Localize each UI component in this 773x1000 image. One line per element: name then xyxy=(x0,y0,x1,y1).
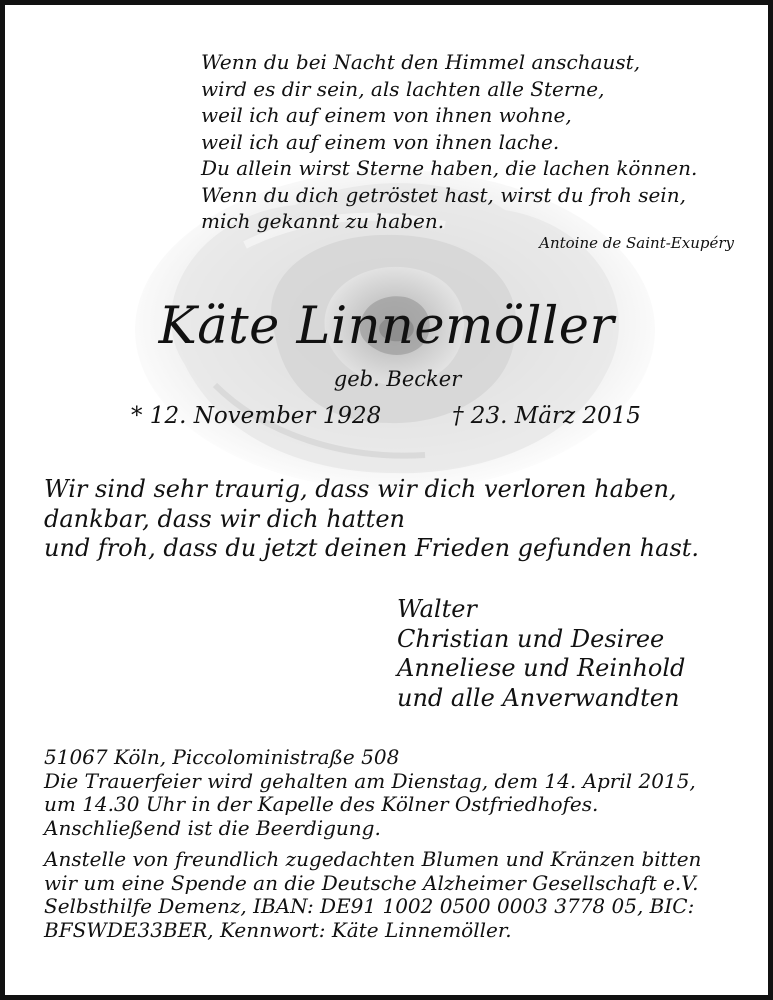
quote-line: Wir sind sehr traurig, dass wir dich verloren haben, xyxy=(44,475,677,503)
donation-line: wir um eine Spende an die Deutsche Alzheimer Gesellschaft e.V. xyxy=(44,870,699,895)
poem-line: wird es dir sein, als lachten alle Sterne, xyxy=(201,76,605,101)
maiden-name: geb. Becker xyxy=(333,367,462,391)
poem xyxy=(201,49,697,235)
ceremony-line: um 14.30 Uhr in der Kapelle des Kölner Ostfriedhofes. xyxy=(44,792,599,816)
quote-line: und froh, dass du jetzt deinen Frieden gefunden hast. xyxy=(44,534,700,562)
death-date: † 23. März 2015 xyxy=(452,403,641,429)
mourning-quote xyxy=(44,475,699,564)
ceremony-line: Anschließend ist die Beerdigung. xyxy=(44,815,381,840)
poem-line: mich gekannt zu haben. xyxy=(201,209,445,233)
mourner: Anneliese und Reinhold xyxy=(397,654,686,682)
ceremony-line: Die Trauerfeier wird gehalten am Dienstag, dem 14. April 2015, xyxy=(44,768,696,793)
poem-line: Du allein wirst Sterne haben, die lachen können. xyxy=(201,156,698,180)
quote-line: dankbar, dass wir dich hatten xyxy=(44,504,405,533)
donation-line: BFSWDE33BER, Kennwort: Käte Linnemöller. xyxy=(44,917,512,942)
poem-line: weil ich auf einem von ihnen lache. xyxy=(201,129,560,154)
address: 51067 Köln, Piccoloministraße 508 xyxy=(44,745,400,769)
mourner: Christian und Desiree xyxy=(397,624,665,653)
donation-line: Selbsthilfe Demenz, IBAN: DE91 1002 0500 0003 3778 05, BIC: xyxy=(44,894,695,918)
mourner: Walter xyxy=(397,595,477,623)
poem-line: Wenn du bei Nacht den Himmel anschaust, xyxy=(201,50,641,74)
birth-date: * 12. November 1928 xyxy=(131,403,382,429)
poem-line: weil ich auf einem von ihnen wohne, xyxy=(201,103,572,127)
funeral-info xyxy=(44,746,701,942)
mourners-list xyxy=(397,595,685,713)
deceased-name: Käte Linnemöller xyxy=(158,297,615,356)
donation-line: Anstelle von freundlich zugedachten Blumen und Kränzen bitten xyxy=(44,847,702,871)
poem-author: Antoine de Saint-Exupéry xyxy=(539,234,734,252)
mourner: und alle Anverwandten xyxy=(397,683,680,712)
poem-line: Wenn du dich getröstet hast, wirst du froh sein, xyxy=(201,182,686,207)
